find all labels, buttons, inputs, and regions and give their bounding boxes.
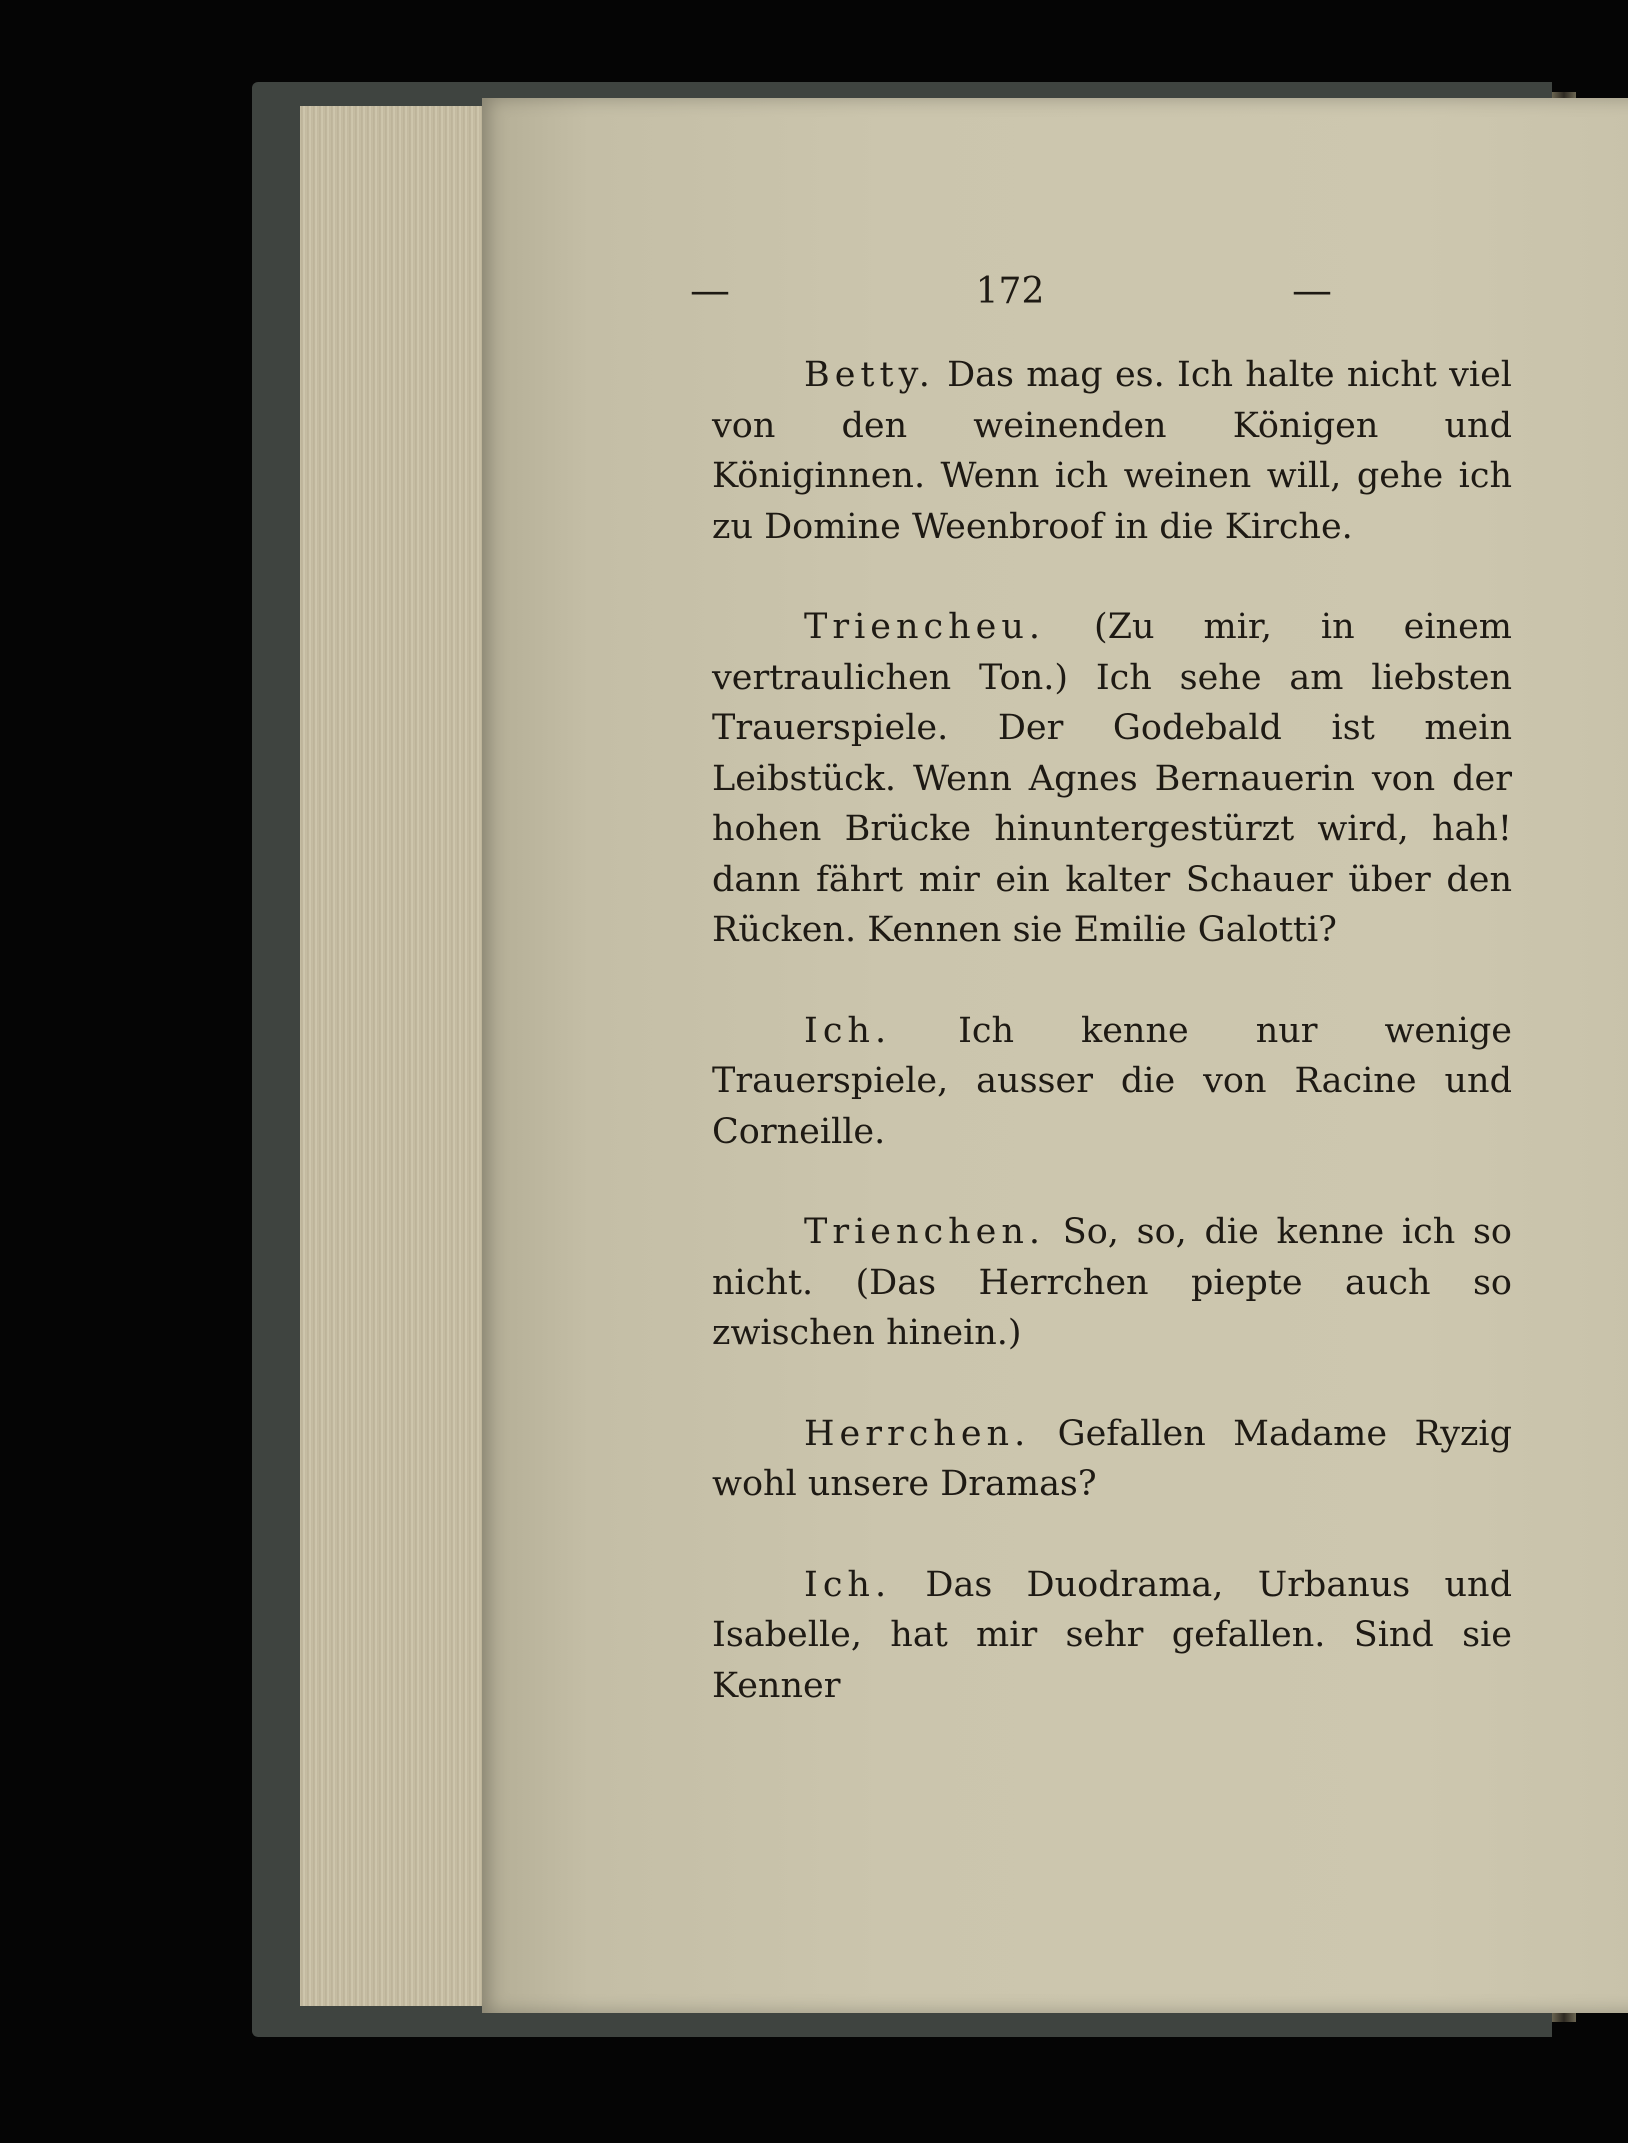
speaker-name: Herrchen.: [804, 1413, 1031, 1454]
paragraph-text: Gefallen Madame Ryzig wohl unsere Dramas?: [712, 1413, 1512, 1504]
paragraph-text: (Zu mir, in einem vertraulichen Ton.) Ich sehe am liebsten Trauerspiele. Der Godebald ist mein Leibstück. Wenn Agnes Bernauerin von der hohen Brücke hinuntergestürzt wird, hah! dann fährt mir ein kalter Schauer über den Rücken. Kennen sie Emilie Galotti?: [712, 607, 1512, 950]
speaker-name: Ich.: [804, 1564, 892, 1605]
page-header: [690, 268, 1330, 314]
speaker-name: Trienchen.: [804, 1212, 1046, 1252]
paragraph-text: Ich kenne nur wenige Trauerspiele, ausser die von Racine und Corneille.: [712, 1010, 1512, 1152]
paragraph-text: So, so, die kenne ich so nicht. (Das Herrchen piepte auch so zwischen hinein.): [712, 1212, 1512, 1353]
speaker-name: Betty.: [804, 355, 935, 395]
paragraph-text: Das mag es. Ich halte nicht viel von den weinenden Königen und Königinnen. Wenn ich weinen will, gehe ich zu Domine Weenbroof in die Kirche.: [712, 355, 1512, 547]
paragraph: [712, 1409, 1512, 1510]
header-dash-right: —: [1292, 268, 1330, 314]
paragraph: [712, 1006, 1512, 1158]
header-dash-left: —: [690, 268, 728, 314]
paragraph: [712, 350, 1512, 552]
paragraph: [712, 1207, 1512, 1359]
body-text: [712, 350, 1512, 1761]
page-number: 172: [975, 270, 1045, 312]
speaker-name: Triencheu.: [804, 607, 1046, 647]
paragraph-text: Das Duodrama, Urbanus und Isabelle, hat mir sehr gefallen. Sind sie Kenner: [712, 1564, 1512, 1706]
paragraph: [712, 602, 1512, 956]
paragraph: [712, 1560, 1512, 1712]
speaker-name: Ich.: [804, 1010, 892, 1051]
